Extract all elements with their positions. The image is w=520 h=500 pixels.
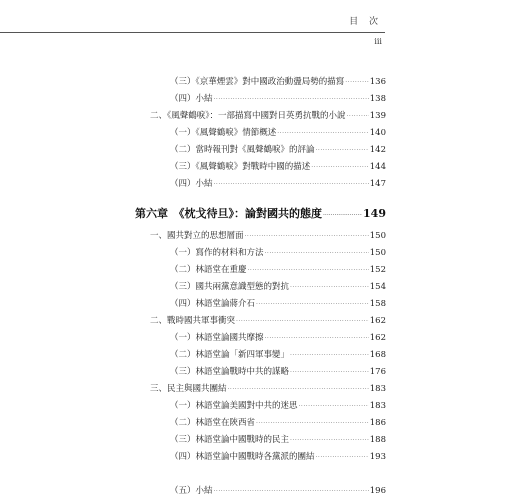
dot-leader (311, 162, 369, 173)
chapter-heading (135, 205, 386, 221)
toc-entry-label: （四）林語堂論蔣介石 (170, 299, 256, 309)
dot-leader (290, 435, 369, 446)
toc-entry-page: 162 (369, 316, 386, 326)
toc-entry-page: 168 (369, 350, 386, 360)
toc-entry-page: 154 (369, 282, 386, 292)
toc-entry-page: 139 (369, 111, 386, 121)
toc-entry-page: 196 (369, 486, 386, 496)
toc-entry-label: 三、民主與國共團結 (150, 384, 227, 394)
toc-entry-label: 一、國共對立的思想層面 (150, 231, 244, 241)
toc-entry (170, 401, 386, 412)
toc-entry (170, 77, 386, 88)
toc-entry-page: 183 (369, 401, 386, 411)
dot-leader (256, 299, 369, 310)
toc-entry-page: 147 (369, 179, 386, 189)
toc-entry-label: （一）林語堂論美國對中共的迷思 (170, 401, 298, 411)
dot-leader (214, 179, 369, 190)
toc-entry-page: 140 (369, 128, 386, 138)
toc-entry-page: 193 (369, 452, 386, 462)
dot-leader (316, 145, 369, 156)
toc-entry-label: （三）《風聲鶴唳》對戰時中國的描述 (170, 162, 311, 172)
toc-entry (170, 452, 386, 463)
page-number: iii (374, 37, 382, 46)
toc-entry-label: （二）林語堂論「新四軍事變」 (170, 350, 290, 360)
header-rule (0, 32, 385, 33)
toc-entry-page: 186 (369, 418, 386, 428)
toc-entry-label: （四）林語堂論中國戰時各黨派的團結 (170, 452, 315, 462)
toc-entry (170, 145, 386, 156)
toc-entry (150, 111, 386, 122)
toc-entry (170, 367, 386, 378)
toc-entry-label: （一）《風聲鶴唳》情節概述 (170, 128, 277, 138)
dot-leader (245, 231, 369, 242)
toc-entry-label: （四）小結 (170, 179, 213, 189)
toc-entry-last (170, 486, 386, 497)
dot-leader (236, 316, 369, 327)
toc-entry-page: 152 (369, 265, 386, 275)
toc-entry (170, 350, 386, 361)
toc-entry-page: 150 (369, 248, 386, 258)
toc-entry-page: 144 (369, 162, 386, 172)
toc-entry-label: （二）林語堂在重慶 (170, 265, 247, 275)
toc-entry (170, 94, 386, 105)
dot-leader (248, 265, 369, 276)
toc-entry (170, 248, 386, 259)
toc-entry (170, 128, 386, 139)
toc-entry (150, 231, 386, 242)
toc-entry-label: （三）《京華煙雲》對中國政治動盪局勢的描寫 (170, 77, 345, 87)
toc-entry-label: （四）小結 (170, 94, 213, 104)
toc-entry (170, 435, 386, 446)
toc-entry-page: 138 (369, 94, 386, 104)
dot-leader (299, 401, 369, 412)
toc-entry (150, 316, 386, 327)
toc-entry (170, 179, 386, 190)
dot-leader (214, 486, 369, 497)
dot-leader (290, 350, 369, 361)
toc-entry-label: （二）當時報刊對《風聲鶴唳》的評論 (170, 145, 315, 155)
toc-entry-label: 二、戰時國共軍事衝突 (150, 316, 236, 326)
toc-entry-page: 188 (369, 435, 386, 445)
toc-entry-page: 183 (369, 384, 386, 394)
toc-entry-page: 158 (369, 299, 386, 309)
toc-entry-label: （一）寫作的材料和方法 (170, 248, 264, 258)
dot-leader (323, 212, 362, 219)
dot-leader (345, 77, 369, 88)
dot-leader (290, 367, 369, 378)
toc-entry-page: 176 (369, 367, 386, 377)
toc-entry (170, 418, 386, 429)
dot-leader (316, 452, 369, 463)
toc-entry-page: 142 (369, 145, 386, 155)
chapter-title: 第六章 《枕戈待旦》：論對國共的態度 (135, 207, 322, 220)
toc-entry (170, 282, 386, 293)
toc-entry (170, 333, 386, 344)
toc-entry-label: 二、《風聲鶴唳》：一部描寫中國對日英勇抗戰的小說 (150, 111, 346, 121)
dot-leader (290, 282, 369, 293)
dot-leader (228, 384, 369, 395)
dot-leader (265, 248, 369, 259)
dot-leader (277, 128, 369, 139)
toc-entry-page: 162 (369, 333, 386, 343)
toc-entry-label: （二）林語堂在陝西省 (170, 418, 256, 428)
toc-entry-label: （一）林語堂論國共摩擦 (170, 333, 264, 343)
toc-entry-label: （五）小結 (170, 486, 213, 496)
dot-leader (214, 94, 369, 105)
toc-entry-label: （三）林語堂論中國戰時的民主 (170, 435, 290, 445)
dot-leader (256, 418, 369, 429)
running-header-title: 目 次 (349, 17, 382, 27)
chapter-page: 149 (363, 207, 386, 220)
toc-entry (150, 384, 386, 395)
toc-entry (170, 265, 386, 276)
toc-entry-label: （三）林語堂論戰時中共的謀略 (170, 367, 290, 377)
toc-entry (170, 162, 386, 173)
toc-entry-label: （三）國共兩黨意識型態的對抗 (170, 282, 290, 292)
toc-entry-page: 136 (369, 77, 386, 87)
toc-entry (170, 299, 386, 310)
dot-leader (347, 111, 369, 122)
dot-leader (265, 333, 369, 344)
toc-entry-page: 150 (369, 231, 386, 241)
